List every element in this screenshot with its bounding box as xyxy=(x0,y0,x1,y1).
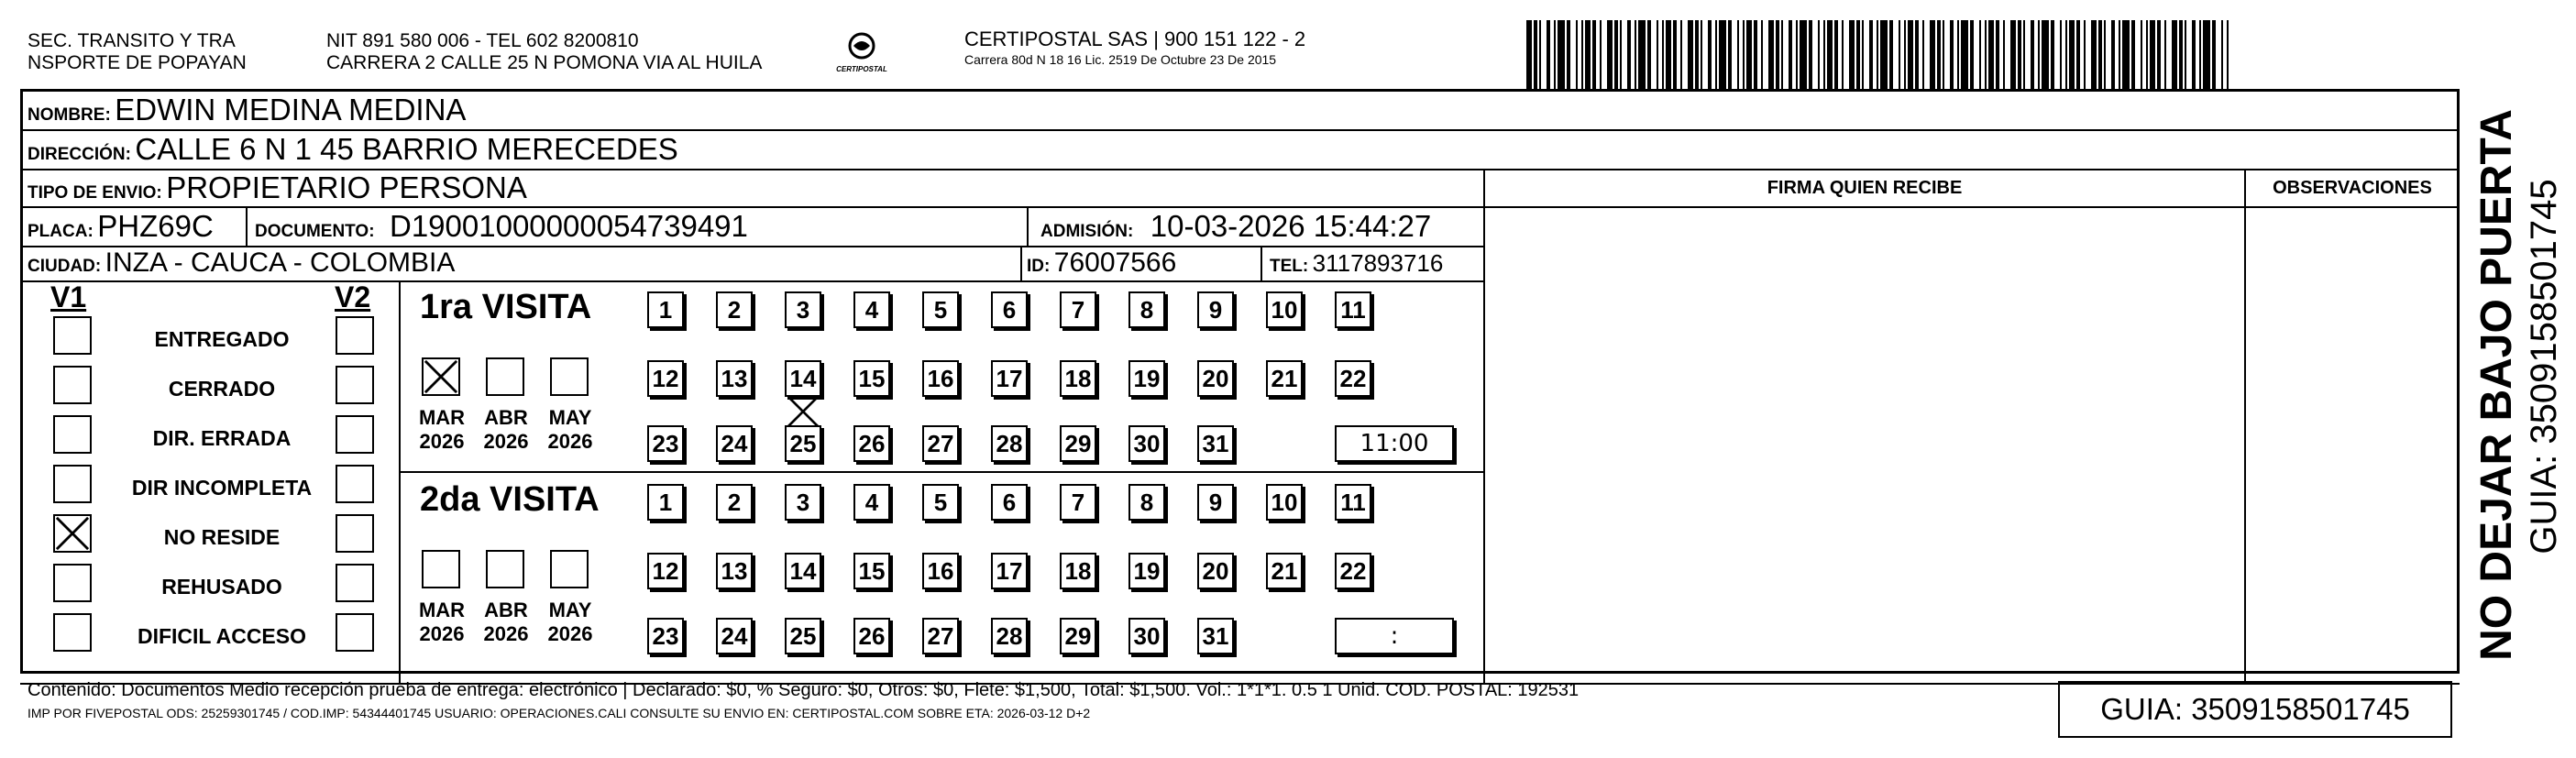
tipo-envio-value: PROPIETARIO PERSONA xyxy=(166,170,527,204)
col-divider xyxy=(1020,246,1022,280)
barcode-bar xyxy=(2199,20,2201,89)
documento-value: D19001000000054739491 xyxy=(390,209,748,243)
year-label: 2026 xyxy=(483,430,529,453)
admision-field xyxy=(1040,209,1431,244)
v1-checkbox[interactable] xyxy=(53,613,92,652)
day-box[interactable]: 30 xyxy=(1128,618,1165,654)
day-box[interactable]: 1 xyxy=(647,291,684,328)
barcode-bar xyxy=(1899,20,1900,89)
year-label: 2026 xyxy=(547,430,593,453)
day-box[interactable]: 12 xyxy=(647,360,684,397)
barcode-bar xyxy=(2003,20,2005,89)
barcode-bar xyxy=(1796,20,1798,89)
barcode-bar xyxy=(2042,20,2049,89)
footer-guia-box: GUIA: 3509158501745 xyxy=(2058,681,2452,738)
placa-label: PLACA: xyxy=(28,222,94,241)
day-box[interactable]: 21 xyxy=(1266,360,1303,397)
month-label: MAY xyxy=(548,599,592,621)
barcode-bar xyxy=(1849,20,1855,89)
barcode-bar xyxy=(1961,20,1968,89)
v2-checkbox[interactable] xyxy=(336,415,374,454)
row-divider xyxy=(20,280,1485,282)
visit-divider xyxy=(399,471,1483,473)
footer-content-line: Contenido: Documentos Medio recepción prueba de entrega: electrónico | Declarado: $0, % Seguro: $0, Otros: $0, Flete: $1,500, Total: $1,500. Vol.: 1*1*1. 0.5 1 Unid. COD. POSTAL: 192531 xyxy=(28,680,1580,700)
month-label: MAY xyxy=(548,406,592,429)
year-label: 2026 xyxy=(547,622,593,645)
day-box[interactable]: 22 xyxy=(1335,360,1371,397)
row-divider xyxy=(20,129,2460,131)
day-box[interactable]: 1 xyxy=(647,484,684,521)
month-label: ABR xyxy=(484,406,528,429)
v2-checkbox[interactable] xyxy=(336,514,374,553)
barcode-bar xyxy=(2157,20,2161,89)
barcode-bar xyxy=(1534,20,1537,89)
barcode-bar xyxy=(1600,20,1602,89)
id-label: ID: xyxy=(1027,257,1051,276)
ciudad-label: CIUDAD: xyxy=(28,257,102,276)
barcode-bar xyxy=(2010,20,2016,89)
barcode-bar xyxy=(1728,20,1732,89)
day-box[interactable]: 26 xyxy=(853,618,890,654)
day-box[interactable]: 7 xyxy=(1060,484,1096,521)
day-box[interactable]: 20 xyxy=(1197,553,1234,589)
day-box[interactable]: 14 xyxy=(785,360,821,397)
id-value: 76007566 xyxy=(1053,247,1177,278)
barcode-bar xyxy=(1809,20,1812,89)
barcode-bar xyxy=(1662,20,1664,89)
barcode-bar xyxy=(1818,20,1820,89)
day-box[interactable]: 6 xyxy=(991,484,1028,521)
v1-header: V1 xyxy=(50,280,87,313)
barcode-bar xyxy=(1539,20,1541,89)
admision-value: 10-03-2026 15:44:27 xyxy=(1150,209,1432,243)
barcode-bar xyxy=(2141,20,2142,89)
day-box[interactable]: 25 xyxy=(785,618,821,654)
barcode-bar xyxy=(2104,20,2106,89)
barcode-bar xyxy=(2150,20,2155,89)
barcode-bar xyxy=(2192,20,2196,89)
barcode-bar xyxy=(1746,20,1752,89)
nombre-label: NOMBRE: xyxy=(28,105,111,125)
day-box[interactable]: 23 xyxy=(647,618,684,654)
day-box[interactable]: 24 xyxy=(716,618,753,654)
day-box[interactable]: 16 xyxy=(922,360,959,397)
barcode-bar xyxy=(1666,20,1671,89)
day-box[interactable]: 2 xyxy=(716,291,753,328)
company-name: CERTIPOSTAL SAS | 900 151 122 - 2 xyxy=(964,27,1306,50)
no-dejar-warning: NO DEJAR BAJO PUERTA xyxy=(2472,109,2521,661)
org-name xyxy=(28,30,247,74)
day-box[interactable]: 10 xyxy=(1266,291,1303,328)
org-contact xyxy=(326,30,762,74)
day-box[interactable]: 9 xyxy=(1197,484,1234,521)
firma-header: FIRMA QUIEN RECIBE xyxy=(1767,178,1963,198)
barcode-bar xyxy=(2227,20,2229,89)
footer-print-line: IMP POR FIVEPOSTAL ODS: 25259301745 / COD.IMP: 54344401745 USUARIO: OPERACIONES.CALI CONSULTE SU ENVIO EN: CERTIPOSTAL.COM SOBRE ETA: 2026-03-12 D+2 xyxy=(28,706,1091,720)
barcode-bar xyxy=(2119,20,2120,89)
ciudad-field xyxy=(28,247,455,279)
col-divider xyxy=(246,206,248,247)
day-box[interactable]: 11 xyxy=(1335,291,1371,328)
barcode-bar xyxy=(2065,20,2067,89)
day-box[interactable]: 19 xyxy=(1128,360,1165,397)
day-box[interactable]: 3 xyxy=(785,484,821,521)
barcode-bar xyxy=(1979,20,1981,89)
barcode-bar xyxy=(1988,20,1994,89)
barcode-bar xyxy=(1834,20,1838,89)
barcode-bar xyxy=(1708,20,1712,89)
company-info xyxy=(964,27,1305,68)
barcode-bar xyxy=(1614,20,1618,89)
day-box[interactable]: 7 xyxy=(1060,291,1096,328)
day-box[interactable]: 15 xyxy=(853,553,890,589)
direccion-value: CALLE 6 N 1 45 BARRIO MERECEDES xyxy=(135,132,678,166)
barcode-bar xyxy=(1781,20,1783,89)
barcode-bar xyxy=(2091,20,2097,89)
barcode-bar xyxy=(1922,20,1924,89)
v1-checkbox[interactable] xyxy=(53,514,92,553)
barcode-bar xyxy=(1856,20,1860,89)
day-box[interactable]: 8 xyxy=(1128,484,1165,521)
barcode-bar xyxy=(1937,20,1941,89)
barcode-bar xyxy=(1904,20,1906,89)
barcode-bar xyxy=(2098,20,2102,89)
month-label: ABR xyxy=(484,599,528,621)
v2-checkbox[interactable] xyxy=(336,465,374,503)
visit-title: 1ra VISITA xyxy=(420,288,592,326)
day-box[interactable]: 18 xyxy=(1060,553,1096,589)
status-label: DIR. ERRADA xyxy=(152,426,292,450)
barcode-bar xyxy=(2060,20,2062,89)
day-box[interactable]: 4 xyxy=(853,484,890,521)
org-address: CARRERA 2 CALLE 25 N POMONA VIA AL HUILA xyxy=(326,52,763,73)
barcode-bar xyxy=(1673,20,1677,89)
day-box[interactable]: 31 xyxy=(1197,425,1234,462)
barcode-bar xyxy=(2076,20,2080,89)
barcode-bar xyxy=(2051,20,2054,89)
org-name-line2: NSPORTE DE POPAYAN xyxy=(28,52,247,73)
observations-area[interactable] xyxy=(2246,206,2457,683)
barcode-bar xyxy=(1627,20,1631,89)
documento-label: DOCUMENTO: xyxy=(255,222,375,241)
month-label: MAR xyxy=(418,406,466,429)
v1-checkbox[interactable] xyxy=(53,316,92,355)
day-box[interactable]: 28 xyxy=(991,618,1028,654)
observaciones-header: OBSERVACIONES xyxy=(2273,178,2432,198)
barcode-bar xyxy=(1719,20,1726,89)
year-label: 2026 xyxy=(483,622,529,645)
id-field xyxy=(1027,247,1176,279)
status-label: DIR INCOMPLETA xyxy=(131,476,313,500)
barcode-bar xyxy=(1695,20,1699,89)
time-box[interactable]: : xyxy=(1335,618,1454,654)
tel-label: TEL: xyxy=(1270,257,1309,276)
day-box[interactable]: 25 xyxy=(785,425,821,462)
barcode-bar xyxy=(2031,20,2034,89)
barcode-bar xyxy=(1877,20,1878,89)
v1-checkbox[interactable] xyxy=(53,366,92,404)
v1-checkbox[interactable] xyxy=(53,415,92,454)
barcode-bar xyxy=(1950,20,1954,89)
day-box[interactable]: 13 xyxy=(716,360,753,397)
day-box[interactable]: 24 xyxy=(716,425,753,462)
barcode-bar xyxy=(1638,20,1646,89)
barcode-bar xyxy=(1635,20,1636,89)
status-label: ENTREGADO xyxy=(154,327,290,351)
barcode-bar xyxy=(2146,20,2148,89)
barcode-bar xyxy=(1823,20,1825,89)
barcode-image xyxy=(1526,20,2232,89)
v2-checkbox[interactable] xyxy=(336,613,374,652)
tel-value: 3117893716 xyxy=(1312,249,1444,277)
side-guia: GUIA: 3509158501745 xyxy=(2524,179,2564,555)
barcode-bar xyxy=(1581,20,1583,89)
barcode-bar xyxy=(1915,20,1919,89)
status-label: DIFICIL ACCESO xyxy=(137,624,306,648)
year-label: 2026 xyxy=(419,430,465,453)
barcode-bar xyxy=(1889,20,1893,89)
barcode-bar xyxy=(2164,20,2166,89)
svg-text:CERTIPOSTAL: CERTIPOSTAL xyxy=(836,65,887,73)
barcode-bar xyxy=(1592,20,1596,89)
barcode-bar xyxy=(1768,20,1774,89)
barcode-bar xyxy=(2084,20,2086,89)
col-divider xyxy=(1260,246,1262,280)
barcode-bar xyxy=(1800,20,1807,89)
nombre-field xyxy=(28,93,466,127)
col-divider xyxy=(2457,89,2459,674)
barcode-bar xyxy=(1761,20,1763,89)
barcode-bar xyxy=(1526,20,1532,89)
barcode xyxy=(1526,20,2232,89)
barcode-bar xyxy=(1647,20,1651,89)
barcode-bar xyxy=(2023,20,2025,89)
day-box[interactable]: 20 xyxy=(1197,360,1234,397)
tipo-envio-field xyxy=(28,170,527,205)
barcode-bar xyxy=(1943,20,1944,89)
barcode-bar xyxy=(2018,20,2021,89)
placa-value: PHZ69C xyxy=(97,209,214,243)
barcode-bar xyxy=(1620,20,1622,89)
month-label: MAR xyxy=(418,599,466,621)
day-box[interactable]: 5 xyxy=(922,484,959,521)
day-box[interactable]: 29 xyxy=(1060,425,1096,462)
barcode-bar xyxy=(1743,20,1745,89)
barcode-bar xyxy=(1842,20,1844,89)
signature-area[interactable] xyxy=(1485,206,2244,683)
barcode-bar xyxy=(1776,20,1779,89)
col-divider xyxy=(1027,206,1029,247)
barcode-bar xyxy=(1554,20,1556,89)
barcode-bar xyxy=(2122,20,2130,89)
barcode-bar xyxy=(2212,20,2216,89)
barcode-bar xyxy=(1558,20,1565,89)
barcode-bar xyxy=(1754,20,1757,89)
month-checkbox[interactable] xyxy=(422,357,460,396)
direccion-label: DIRECCIÓN: xyxy=(28,145,131,164)
barcode-bar xyxy=(2221,20,2223,89)
org-name-line1: SEC. TRANSITO Y TRA xyxy=(28,30,236,51)
barcode-bar xyxy=(1737,20,1739,89)
barcode-bar xyxy=(1862,20,1864,89)
barcode-bar xyxy=(1680,20,1682,89)
nombre-value: EDWIN MEDINA MEDINA xyxy=(115,93,467,126)
day-box[interactable]: 5 xyxy=(922,291,959,328)
day-box[interactable]: 12 xyxy=(647,553,684,589)
barcode-bar xyxy=(1607,20,1613,89)
barcode-bar xyxy=(2179,20,2183,89)
barcode-bar xyxy=(1908,20,1913,89)
month-checkbox[interactable] xyxy=(550,357,589,396)
year-label: 2026 xyxy=(419,622,465,645)
day-box[interactable]: 31 xyxy=(1197,618,1234,654)
visit-title: 2da VISITA xyxy=(420,480,600,519)
barcode-bar xyxy=(1701,20,1702,89)
day-box[interactable]: 19 xyxy=(1128,553,1165,589)
day-box[interactable]: 4 xyxy=(853,291,890,328)
day-box[interactable]: 28 xyxy=(991,425,1028,462)
barcode-bar xyxy=(1869,20,1873,89)
certipostal-logo xyxy=(830,26,894,81)
day-box[interactable]: 3 xyxy=(785,291,821,328)
tel-field xyxy=(1270,249,1443,278)
day-box[interactable]: 14 xyxy=(785,553,821,589)
day-box[interactable]: 6 xyxy=(991,291,1028,328)
v1-checkbox[interactable] xyxy=(53,564,92,602)
barcode-bar xyxy=(1996,20,1999,89)
day-box[interactable]: 10 xyxy=(1266,484,1303,521)
month-checkbox[interactable] xyxy=(486,357,524,396)
barcode-bar xyxy=(1985,20,1987,89)
barcode-bar xyxy=(1567,20,1570,89)
v1-checkbox[interactable] xyxy=(53,465,92,503)
day-box[interactable]: 2 xyxy=(716,484,753,521)
barcode-bar xyxy=(1880,20,1888,89)
day-box[interactable]: 21 xyxy=(1266,553,1303,589)
day-box[interactable]: 22 xyxy=(1335,553,1371,589)
barcode-bar xyxy=(1657,20,1658,89)
direccion-field xyxy=(28,132,678,167)
status-label: CERRADO xyxy=(168,377,276,401)
barcode-bar xyxy=(1957,20,1959,89)
day-box[interactable]: 26 xyxy=(853,425,890,462)
day-box[interactable]: 27 xyxy=(922,618,959,654)
time-box[interactable]: 11:00 xyxy=(1335,425,1454,462)
company-license: Carrera 80d N 18 16 Lic. 2519 De Octubre 23 De 2015 xyxy=(964,52,1277,67)
day-box[interactable]: 23 xyxy=(647,425,684,462)
placa-field xyxy=(28,209,214,244)
documento-field xyxy=(255,209,748,244)
barcode-bar xyxy=(1585,20,1591,89)
barcode-bar xyxy=(2069,20,2075,89)
day-box[interactable]: 29 xyxy=(1060,618,1096,654)
day-box[interactable]: 27 xyxy=(922,425,959,462)
tipo-envio-label: TIPO DE ENVIO: xyxy=(28,183,162,203)
day-box[interactable]: 18 xyxy=(1060,360,1096,397)
day-box[interactable]: 9 xyxy=(1197,291,1234,328)
barcode-bar xyxy=(1688,20,1693,89)
v2-checkbox[interactable] xyxy=(336,316,374,355)
day-box[interactable]: 16 xyxy=(922,553,959,589)
logo-icon xyxy=(830,26,894,81)
day-box[interactable]: 17 xyxy=(991,360,1028,397)
barcode-bar xyxy=(2172,20,2177,89)
day-box[interactable]: 13 xyxy=(716,553,753,589)
month-checkbox[interactable] xyxy=(422,550,460,588)
barcode-bar xyxy=(1970,20,1974,89)
barcode-bar xyxy=(1930,20,1935,89)
org-nit: NIT 891 580 006 - TEL 602 8200810 xyxy=(326,30,639,51)
status-label: REHUSADO xyxy=(161,575,282,599)
barcode-bar xyxy=(1827,20,1833,89)
barcode-bar xyxy=(1715,20,1717,89)
col-divider xyxy=(399,280,401,683)
barcode-bar xyxy=(2131,20,2135,89)
barcode-bar xyxy=(1789,20,1792,89)
barcode-bar xyxy=(2111,20,2115,89)
barcode-bar xyxy=(1547,20,1550,89)
barcode-bar xyxy=(2038,20,2040,89)
admision-label: ADMISIÓN: xyxy=(1040,222,1134,241)
day-box[interactable]: 15 xyxy=(853,360,890,397)
day-box[interactable]: 30 xyxy=(1128,425,1165,462)
v2-checkbox[interactable] xyxy=(336,366,374,404)
day-box[interactable]: 17 xyxy=(991,553,1028,589)
day-box[interactable]: 11 xyxy=(1335,484,1371,521)
v2-checkbox[interactable] xyxy=(336,564,374,602)
ciudad-value: INZA - CAUCA - COLOMBIA xyxy=(105,247,456,278)
status-label: NO RESIDE xyxy=(163,525,281,549)
month-checkbox[interactable] xyxy=(486,550,524,588)
side-guia-panel xyxy=(2521,128,2567,642)
v2-header: V2 xyxy=(335,280,371,313)
day-box[interactable]: 8 xyxy=(1128,291,1165,328)
barcode-bar xyxy=(2203,20,2210,89)
barcode-bar xyxy=(2185,20,2186,89)
barcode-bar xyxy=(1576,20,1578,89)
month-checkbox[interactable] xyxy=(550,550,589,588)
